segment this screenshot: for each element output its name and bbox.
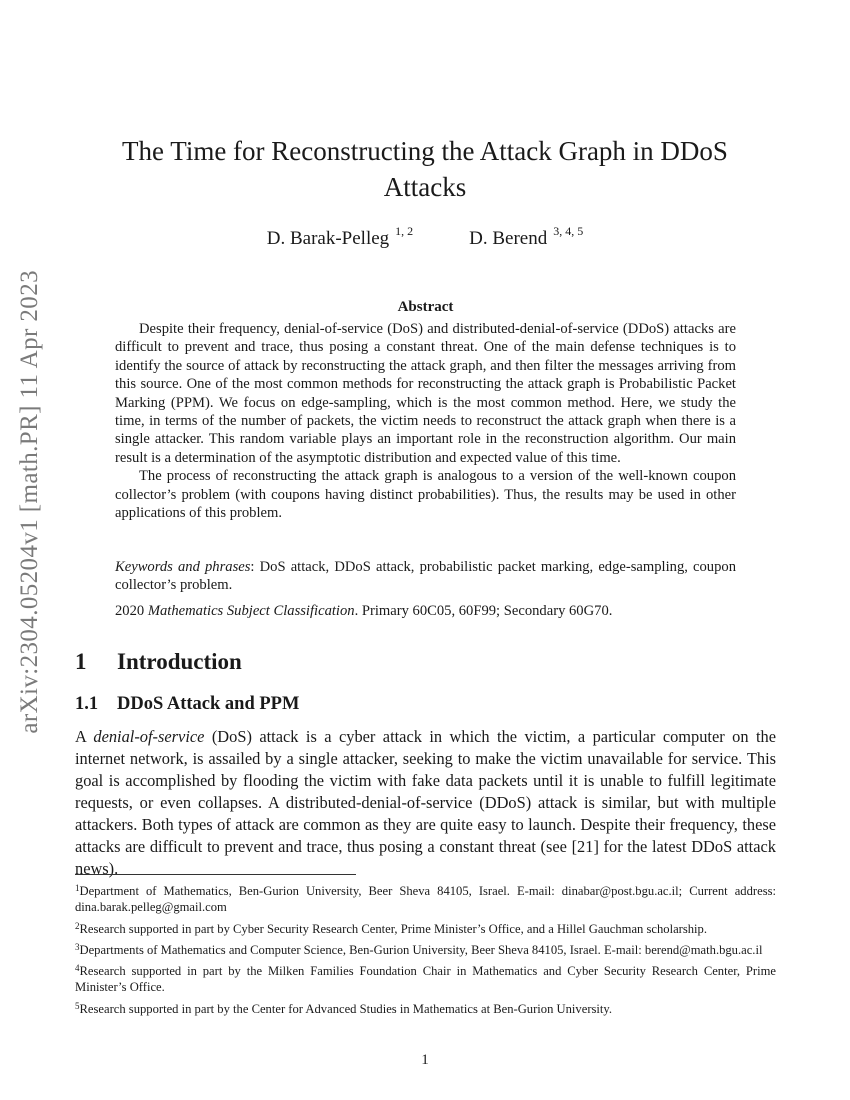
author-1-name: D. Barak-Pelleg (266, 228, 390, 249)
footnote-text: Research supported in part by the Milken Families Foundation Chair in Mathematics and Cyber Security Research Center, Prime Minister’s Office. (75, 964, 776, 995)
subsection-number: 1.1 (75, 694, 99, 714)
subsection-title: DDoS Attack and PPM (117, 694, 300, 714)
footnote-divider (75, 874, 356, 875)
footnotes (75, 880, 776, 1019)
section-title: Introduction (117, 649, 242, 674)
footnote-mark: 4 (75, 963, 80, 974)
footnote (75, 960, 776, 996)
footnote (75, 939, 776, 958)
keywords-label: Keywords and phrases (115, 559, 251, 575)
intro-term: denial-of-service (93, 727, 205, 746)
msc-classification (115, 602, 736, 620)
author-2-name: D. Berend (469, 228, 548, 249)
page-number: 1 (421, 1052, 429, 1068)
footnote-mark: 2 (75, 920, 80, 931)
intro-paragraph (75, 726, 776, 880)
author-2 (469, 224, 583, 250)
intro-text-start: A (75, 727, 94, 746)
footnote-text: Research supported in part by the Center for Advanced Studies in Mathematics at Ben-Gurion University. (79, 1001, 613, 1016)
abstract-heading: Abstract (397, 299, 454, 315)
msc-label: Mathematics Subject Classification (147, 603, 355, 619)
msc-text: . Primary 60C05, 60F99; Secondary 60G70. (354, 603, 613, 619)
author-1-affiliation: 1, 2 (395, 224, 414, 238)
footnote-mark: 3 (75, 941, 80, 952)
section-heading-introduction (75, 649, 242, 675)
author-1 (267, 224, 413, 250)
footnote (75, 998, 776, 1017)
footnote-mark: 1 (75, 883, 80, 893)
paper-title: The Time for Reconstructing the Attack Graph in DDoS Attacks (122, 136, 728, 202)
footnote-text: Research supported in part by Cyber Security Research Center, Prime Minister’s Office, and a Hillel Gauchman scholarship. (79, 921, 707, 936)
footnote (75, 880, 776, 916)
section-number: 1 (75, 649, 87, 674)
keywords-text: : DoS attack, DDoS attack, probabilistic packet marking, edge-sampling, coupon collector’s problem. (115, 559, 736, 594)
footnote-text: Departments of Mathematics and Computer Science, Ben-Gurion University, Beer Sheva 84105, Israel. E-mail: berend@math.bgu.ac.il (79, 942, 763, 957)
abstract-paragraph-2: The process of reconstructing the attack graph is analogous to a version of the well-known coupon collector’s problem (with coupons having distinct probabilities). Thus, the results may be used in other applications of this problem. (115, 468, 736, 522)
abstract-paragraph-1: Despite their frequency, denial-of-service (DoS) and distributed-denial-of-service (DDoS) attacks are difficult to prevent and trace, thus posing a constant threat. One of the main defense techniques is to identify the source of attack by reconstructing the attack graph, and then filter the messages arriving from this source. One of the most common methods for reconstructing the attack graph is Probabilistic Packet Marking (PPM). We focus on edge-sampling, which is the most common method. Here, we study the time, in terms of the number of packets, the victim needs to reconstruct the attack graph when there is a single attacker. This random variable plays an important role in the reconstruction algorithm. Our main result is a determination of the asymptotic distribution and expected value of this time. (115, 321, 736, 466)
subsection-heading-ddos (75, 694, 299, 715)
footnote-mark: 5 (75, 1000, 80, 1011)
author-2-affiliation: 3, 4, 5 (553, 224, 584, 238)
arxiv-watermark: arXiv:2304.05204v1 [math.PR] 11 Apr 2023 (16, 270, 43, 734)
footnote-text: Department of Mathematics, Ben-Gurion University, Beer Sheva 84105, Israel. E-mail: dinabar@post.bgu.ac.il; Current address: dina.barak.pelleg@gmail.com (75, 884, 776, 915)
msc-year: 2020 (115, 603, 145, 619)
footnote (75, 918, 776, 937)
abstract-body (115, 320, 736, 522)
intro-text-rest: (DoS) attack is a cyber attack in which the victim, a particular computer on the internet network, is assailed by a single attacker, seeking to make the victim unavailable for service. This goal is accomplished by flooding the victim with fake data packets until it is unable to fulfill legitimate requests, or even collapses. A distributed-denial-of-service (DDoS) attack is similar, but with multiple attackers. Both types of attack are common as they are quite easy to launch. Despite their frequency, these attacks are difficult to prevent and trace, thus posing a constant threat (see [21] for the latest DDoS attack news). (75, 727, 776, 878)
author-list (80, 224, 770, 250)
keywords (115, 558, 736, 595)
